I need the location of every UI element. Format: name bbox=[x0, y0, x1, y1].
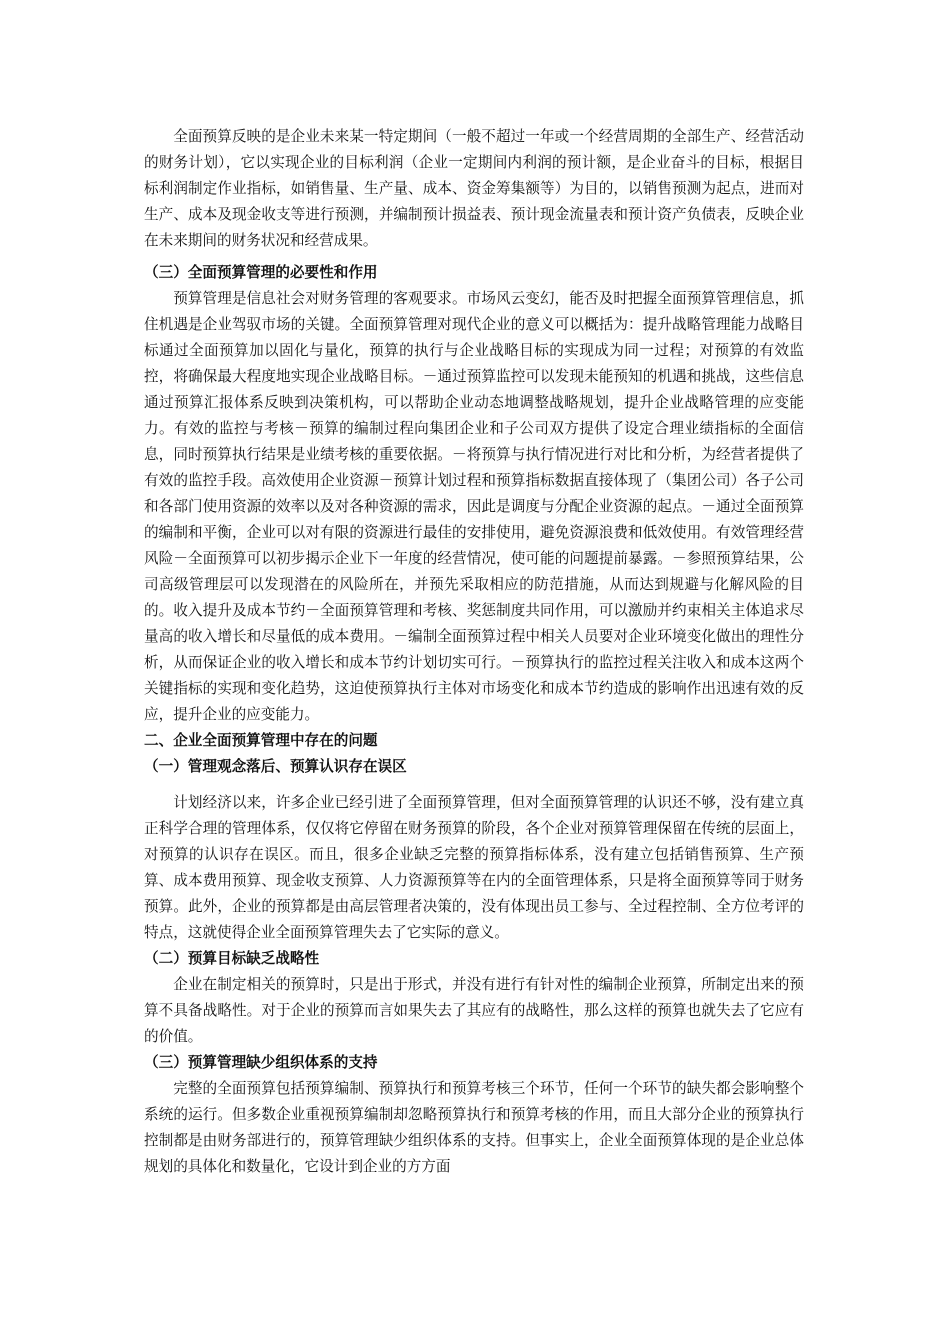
heading-necessity-and-role: （三）全面预算管理的必要性和作用 bbox=[144, 264, 378, 281]
paragraph-outdated-concepts: 计划经济以来，许多企业已经引进了全面预算管理，但对全面预算管理的认识还不够，没有建立真正科学合理的管理体系，仅仅将它停留在财务预算的阶段，各个企业对预算管理保留在传统的层面上，对预算的认识存在误区。而且，很多企业缺乏完整的预算指标体系，没有建立包括销售预算、生产预算、成本费用预算、现金收支预算、人力资源预算等在内的全面管理体系，只是将全面预算等同于财务预算。此外，企业的预算都是由高层管理者决策的，没有体现出员工参与、全过程控制、全方位考评的特点，这就使得企业全面预算管理失去了它实际的意义。 bbox=[144, 794, 804, 941]
heading-lack-of-strategy: （二）预算目标缺乏战略性 bbox=[144, 950, 320, 967]
heading-outdated-concepts: （一）管理观念落后、预算认识存在误区 bbox=[144, 758, 407, 775]
paragraph-necessity-and-role: 预算管理是信息社会对财务管理的客观要求。市场风云变幻，能否及时把握全面预算管理信息，抓住机遇是企业驾驭市场的关键。全面预算管理对现代企业的意义可以概括为：提升战略管理能力战略目标通过全面预算加以固化与量化，预算的执行与企业战略目标的实现成为同一过程；对预算的有效监控，将确保最大程度地实现企业战略目标。－通过预算监控可以发现未能预知的机遇和挑战，这些信息通过预算汇报体系反映到决策机构，可以帮助企业动态地调整战略规划，提升企业战略管理的应变能力。有效的监控与考核－预算的编制过程向集团企业和子公司双方提供了设定合理业绩指标的全面信息，同时预算执行结果是业绩考核的重要依据。－将预算与执行情况进行对比和分析，为经营者提供了有效的监控手段。高效使用企业资源－预算计划过程和预算指标数据直接体现了（集团公司）各子公司和各部门使用资源的效率以及对各种资源的需求，因此是调度与分配企业资源的起点。－通过全面预算的编制和平衡，企业可以对有限的资源进行最佳的安排使用，避免资源浪费和低效使用。有效管理经营风险－全面预算可以初步揭示企业下一年度的经营情况，使可能的问题提前暴露。－参照预算结果，公司高级管理层可以发现潜在的风险所在，并预先采取相应的防范措施，从而达到规避与化解风险的目的。收入提升及成本节约－全面预算管理和考核、奖惩制度共同作用，可以激励并约束相关主体追求尽量高的收入增长和尽量低的成本费用。－编制全面预算过程中相关人员要对企业环境变化做出的理性分析，从而保证企业的收入增长和成本节约计划切实可行。－预算执行的监控过程关注收入和成本这两个关键指标的实现和变化趋势，这迫使预算执行主体对市场变化和成本节约造成的影响作出迅速有效的反应，提升企业的应变能力。 bbox=[144, 290, 804, 723]
paragraph-budget-definition: 全面预算反映的是企业未来某一特定期间（一般不超过一年或一个经营周期的全部生产、经营活动的财务计划），它以实现企业的目标利润（企业一定期间内利润的预计额，是企业奋斗的目标，根据目标利润制定作业指标，如销售量、生产量、成本、资金筹集额等）为目的，以销售预测为起点，进而对生产、成本及现金收支等进行预测，并编制预计损益表、预计现金流量表和预计资产负债表，反映企业在未来期间的财务状况和经营成果。 bbox=[144, 128, 804, 249]
document-page bbox=[144, 124, 804, 1180]
heading-lack-of-organization: （三）预算管理缺少组织体系的支持 bbox=[144, 1054, 378, 1071]
paragraph-lack-of-organization: 完整的全面预算包括预算编制、预算执行和预算考核三个环节，任何一个环节的缺失都会影响整个系统的运行。但多数企业重视预算编制却忽略预算执行和预算考核的作用，而且大部分企业的预算执行控制都是由财务部进行的，预算管理缺少组织体系的支持。但事实上，企业全面预算体现的是企业总体规划的具体化和数量化，它设计到企业的方方面 bbox=[144, 1080, 804, 1175]
spacer bbox=[144, 780, 804, 790]
heading-existing-problems: 二、企业全面预算管理中存在的问题 bbox=[144, 732, 378, 749]
paragraph-lack-of-strategy: 企业在制定相关的预算时，只是出于形式，并没有进行有针对性的编制企业预算，所制定出来的预算不具备战略性。对于企业的预算而言如果失去了其应有的战略性，那么这样的预算也就失去了它应有的价值。 bbox=[144, 976, 804, 1045]
